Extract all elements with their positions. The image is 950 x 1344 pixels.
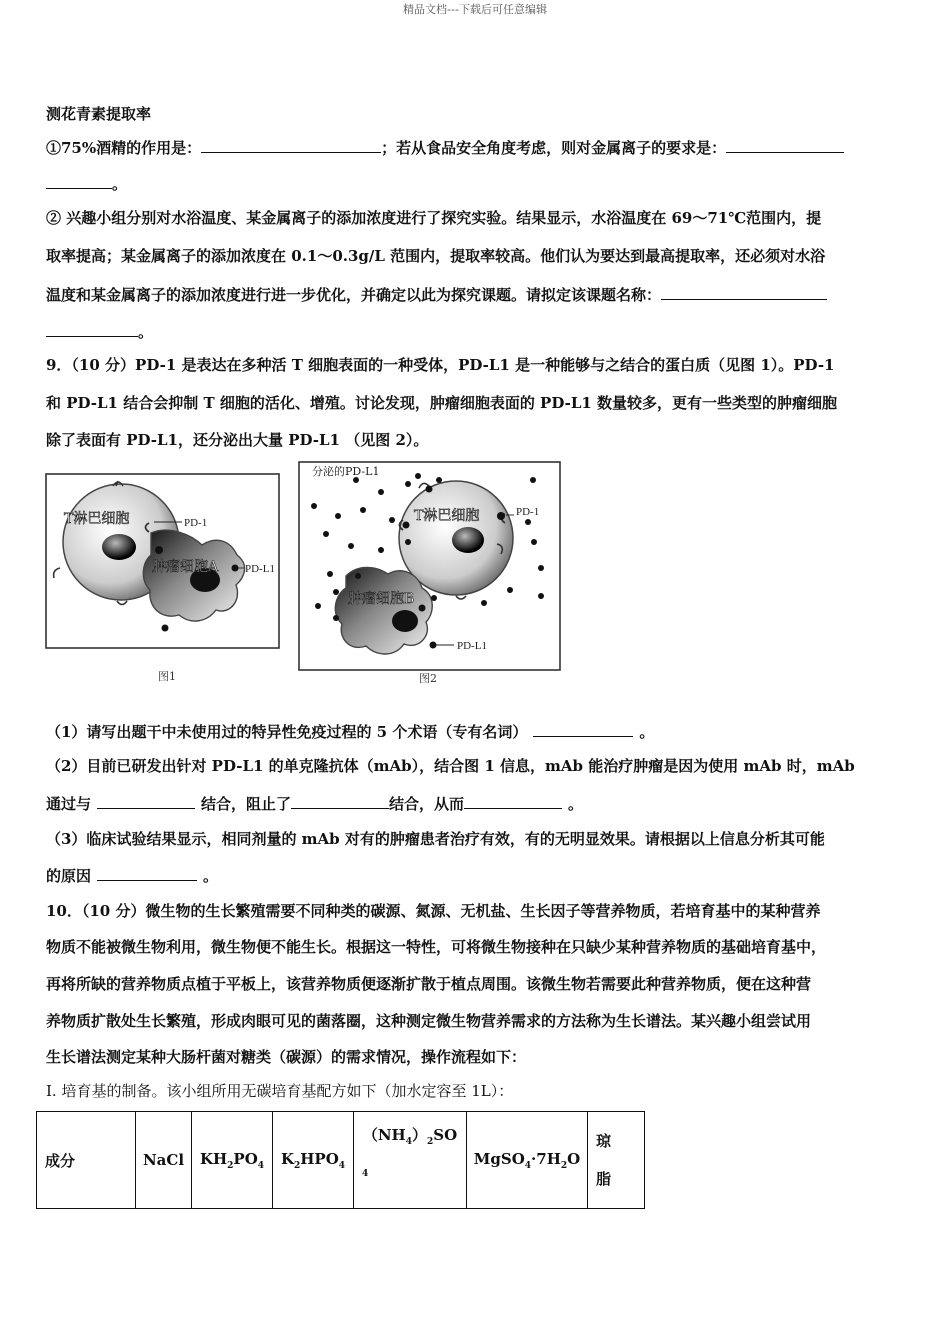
q8-item1-cont (46, 173, 127, 194)
pd1-label: PD-1 (184, 517, 208, 529)
figure-2 (296, 458, 566, 690)
pd-l1-dot (162, 625, 169, 632)
q8-item2-line2: 取率提高；某金属离子的添加浓度在 0.1～0.3g/L 范围内，提取率较高。他们认为要达到最高提取率，还必须对水浴 (46, 247, 826, 265)
q9-line1: 9．（10 分）PD-1 是表达在多种活 T 细胞表面的一种受体，PD-L1 是一种能够与之结合的蛋白质（见图 1）。PD-1 (46, 356, 835, 374)
answer-blank[interactable] (661, 284, 827, 300)
pd-l1-dot (232, 565, 239, 572)
section-title: 测花青素提取率 (46, 105, 152, 123)
answer-blank[interactable] (46, 321, 138, 337)
pd-l1-dot (430, 642, 437, 649)
pd1-label: PD-1 (516, 506, 540, 518)
table-cell: $K_2HPO_4$ (273, 1112, 354, 1209)
q9-line2: 和 PD-L1 结合会抑制 T 细胞的活化、增殖。讨论发现，肿瘤细胞表面的 PD-L1 数量较多，更有一些类型的肿瘤细胞 (46, 394, 838, 412)
formula-table (36, 1111, 645, 1209)
pd-l1-dot (497, 512, 505, 520)
pd-l1-dot (426, 486, 433, 493)
q9-sub3-line1: （3）临床试验结果显示，相同剂量的 mAb 对有的肿瘤患者治疗有效，有的无明显效果。请根据以上信息分析其可能 (46, 830, 825, 848)
pdl1-label: PD-L1 (245, 563, 275, 575)
figure-1 (44, 470, 284, 690)
q8-item2-cont (46, 321, 153, 342)
q8-item1-text-b: ；若从食品安全角度考虑，则对金属离子的要求是： (381, 139, 727, 157)
answer-blank[interactable] (201, 137, 381, 153)
secreted-pdl1-label: 分泌的PD-L1 (312, 465, 380, 478)
tumor-label: 肿瘤细胞B (348, 591, 415, 607)
q9-sub1-text: （1）请写出题干中未使用过的特异性免疫过程的 5 个术语（专有名词） (46, 723, 528, 741)
q9-sub1 (46, 721, 654, 742)
answer-blank[interactable] (533, 721, 633, 737)
table-cell: $(NH_4)_2SO$ 4 (354, 1112, 467, 1209)
answer-blank[interactable] (46, 173, 112, 189)
q9-sub3-line2 (46, 865, 218, 886)
q10-line3: 再将所缺的营养物质点植于平板上，该营养物质便逐渐扩散于植点周围。该微生物若需要此种营养物质，便在这种营 (46, 975, 812, 993)
pdl1-label: PD-L1 (457, 640, 487, 652)
q9-sub2-line1: （2）目前已研发出针对 PD-L1 的单克隆抗体（mAb），结合图 1 信息，mAb 能治疗肿瘤是因为使用 mAb 时，mAb (46, 757, 855, 775)
q8-item1-text-a: ①75%酒精的作用是： (46, 139, 202, 157)
q8-item2-line3 (46, 284, 827, 305)
nucleus-shape (452, 527, 484, 553)
q9-sub2-line2 (46, 793, 583, 814)
page-header: 精品文档---下载后可任意编辑 (403, 3, 547, 16)
tumor-label: 肿瘤细胞A (152, 559, 219, 575)
q9-line3: 除了表面有 PD-L1，还分泌出大量 PD-L1 （见图 2）。 (46, 431, 429, 449)
table-cell: $KH_2PO_4$ (192, 1112, 273, 1209)
q8-item2-line3-text: 温度和某金属离子的添加浓度进行进一步优化，并确定以此为探究课题。请拟定该课题名称： (46, 286, 662, 304)
t-cell-label: T淋巴细胞 (64, 511, 130, 527)
answer-blank[interactable] (464, 793, 562, 809)
period: 。 (138, 323, 154, 341)
answer-blank[interactable] (726, 137, 844, 153)
pd-l1-dot (155, 546, 163, 554)
nucleus-shape (392, 610, 418, 632)
period: 。 (639, 723, 655, 741)
q10-line4: 养物质扩散处生长繁殖，形成肉眼可见的菌落圈，这种测定微生物营养需求的方法称为生长谱法。某兴趣小组尝试用 (46, 1012, 812, 1030)
q9-sub2-text-b: 结合，阻止了 (201, 795, 292, 813)
q8-item1 (46, 137, 844, 158)
nucleus-shape (102, 534, 136, 560)
answer-blank[interactable] (97, 793, 195, 809)
table-cell: 琼 脂 (588, 1112, 645, 1209)
figure-caption: 图1 (158, 670, 176, 683)
pd-l1-dot (419, 605, 426, 612)
q9-sub2-text-c: 结合，从而 (389, 795, 465, 813)
table-cell: $MgSO_4\cdot 7H_2O$ (467, 1112, 588, 1209)
table-cell: NaCl (136, 1112, 192, 1209)
period: 。 (112, 175, 128, 193)
tumor-cell-b-shape (335, 568, 432, 655)
q10-step1: I. 培育基的制备。该小组所用无碳培育基配方如下（加水定容至 1L）： (46, 1082, 514, 1100)
q10-line1: 10．（10 分）微生物的生长繁殖需要不同种类的碳源、氮源、无机盐、生长因子等营养物质，若培育基中的某种营养 (46, 902, 821, 920)
pd-l1-dot (403, 522, 410, 529)
answer-blank[interactable] (291, 793, 389, 809)
answer-blank[interactable] (97, 865, 197, 881)
t-cell-label: T淋巴细胞 (414, 508, 480, 524)
table-cell: 成分 (37, 1112, 136, 1209)
q9-sub2-text-a: 通过与 (46, 795, 92, 813)
table-row (37, 1112, 645, 1209)
q9-sub3-text: 的原因 (46, 867, 92, 885)
q10-line2: 物质不能被微生物利用，微生物便不能生长。根据这一特性，可将微生物接种在只缺少某种营养物质的基础培育基中， (46, 938, 827, 956)
period: 。 (568, 795, 584, 813)
period: 。 (203, 867, 219, 885)
q10-line5: 生长谱法测定某种大肠杆菌对糖类（碳源）的需求情况，操作流程如下： (46, 1048, 527, 1066)
q8-item2-line1: ② 兴趣小组分别对水浴温度、某金属离子的添加浓度进行了探究实验。结果显示，水浴温度在 69～71℃范围内，提 (46, 209, 822, 227)
figure-caption: 图2 (419, 672, 437, 685)
